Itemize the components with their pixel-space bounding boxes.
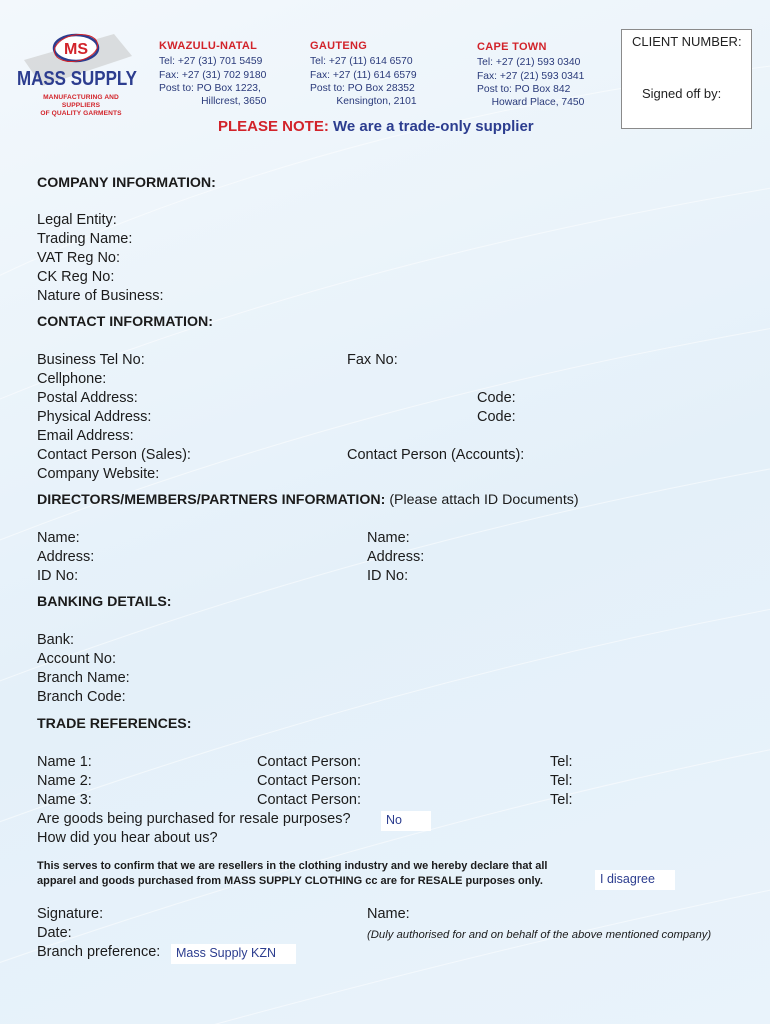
hear-about-us-label: How did you hear about us?	[37, 830, 218, 846]
branch-post: Post to: PO Box 842	[477, 83, 571, 95]
branch-fax: Fax: +27 (31) 702 9180	[159, 69, 267, 81]
branch-kzn	[159, 40, 266, 108]
resale-answer-field[interactable]: No	[381, 811, 431, 831]
contact-person-accounts-label: Contact Person (Accounts):	[347, 447, 525, 463]
cellphone-label: Cellphone:	[37, 371, 107, 387]
business-tel-label: Business Tel No:	[37, 352, 145, 368]
email-address-label: Email Address:	[37, 428, 134, 444]
signed-off-label: Signed off by:	[642, 86, 722, 101]
client-number-box	[621, 29, 752, 129]
nature-of-business-label: Nature of Business:	[37, 288, 164, 304]
contact-person-sales-label: Contact Person (Sales):	[37, 447, 191, 463]
logo-tagline-line2: OF QUALITY GARMENTS	[40, 110, 122, 117]
branch-cape-town	[477, 41, 584, 109]
branch-post-town: Hillcrest, 3650	[201, 96, 267, 108]
directors-heading	[37, 492, 579, 508]
notice-label: PLEASE NOTE:	[218, 118, 329, 135]
trade-ref-2-contact-label: Contact Person:	[257, 773, 361, 789]
resale-question-label: Are goods being purchased for resale purposes?	[37, 811, 351, 827]
trade-ref-3-tel-label: Tel:	[550, 792, 573, 808]
trade-ref-2-tel-label: Tel:	[550, 773, 573, 789]
director-1-name-label: Name:	[37, 530, 80, 546]
branch-fax: Fax: +27 (11) 614 6579	[310, 69, 417, 81]
branch-gauteng	[310, 40, 417, 108]
declaration-response-field[interactable]: I disagree	[595, 870, 675, 890]
physical-address-label: Physical Address:	[37, 409, 152, 425]
trade-ref-1-name-label: Name 1:	[37, 754, 92, 770]
notice-text: We are a trade-only supplier	[333, 118, 534, 135]
signatory-name-label: Name:	[367, 906, 410, 922]
director-2-name-label: Name:	[367, 530, 410, 546]
company-info-heading: COMPANY INFORMATION:	[37, 175, 216, 191]
branch-name: GAUTENG	[310, 40, 368, 52]
client-number-label: CLIENT NUMBER:	[632, 34, 742, 49]
bank-label: Bank:	[37, 632, 75, 648]
branch-tel: Tel: +27 (31) 701 5459	[159, 56, 263, 68]
ck-reg-label: CK Reg No:	[37, 269, 115, 285]
fax-label: Fax No:	[347, 352, 398, 368]
logo-tagline-line1: MANUFACTURING AND SUPPLIERS	[43, 94, 119, 109]
branch-tel: Tel: +27 (21) 593 0340	[477, 57, 581, 69]
director-2-address-label: Address:	[367, 549, 425, 565]
trade-references-heading: TRADE REFERENCES:	[37, 716, 192, 732]
declaration-line2: apparel and goods purchased from MASS SUPPLY CLOTHING cc are for RESALE purposes only.	[37, 875, 543, 887]
branch-name-label: Branch Name:	[37, 670, 130, 686]
branch-name: KWAZULU-NATAL	[159, 40, 258, 52]
branch-fax: Fax: +27 (21) 593 0341	[477, 70, 585, 82]
signature-label: Signature:	[37, 906, 104, 922]
branch-tel: Tel: +27 (11) 614 6570	[310, 56, 413, 68]
branch-code-label: Branch Code:	[37, 689, 126, 705]
trade-ref-3-name-label: Name 3:	[37, 792, 92, 808]
trading-name-label: Trading Name:	[37, 231, 133, 247]
branch-name: CAPE TOWN	[477, 41, 547, 53]
branch-post: Post to: PO Box 1223,	[159, 82, 261, 94]
company-website-label: Company Website:	[37, 466, 160, 482]
legal-entity-label: Legal Entity:	[37, 212, 117, 228]
director-2-id-label: ID No:	[367, 568, 409, 584]
postal-code-label: Code:	[477, 390, 516, 406]
vat-reg-label: VAT Reg No:	[37, 250, 121, 266]
branch-preference-label: Branch preference:	[37, 944, 161, 960]
director-1-address-label: Address:	[37, 549, 95, 565]
contact-info-heading: CONTACT INFORMATION:	[37, 314, 213, 330]
trade-ref-1-contact-label: Contact Person:	[257, 754, 361, 770]
branch-post-town: Howard Place, 7450	[491, 97, 585, 109]
branch-preference-field[interactable]: Mass Supply KZN	[171, 944, 296, 964]
logo-tagline	[26, 94, 136, 118]
trade-only-notice	[218, 118, 534, 135]
trade-ref-1-tel-label: Tel:	[550, 754, 573, 770]
trade-ref-3-contact-label: Contact Person:	[257, 792, 361, 808]
declaration-line1: This serves to confirm that we are resellers in the clothing industry and we hereby declare that all	[37, 860, 548, 872]
resale-declaration	[37, 859, 547, 889]
directors-heading-text: DIRECTORS/MEMBERS/PARTNERS INFORMATION:	[37, 492, 386, 508]
date-label: Date:	[37, 925, 72, 941]
authorised-note: (Duly authorised for and on behalf of the above mentioned company)	[367, 929, 712, 941]
banking-heading: BANKING DETAILS:	[37, 594, 172, 610]
physical-code-label: Code:	[477, 409, 516, 425]
directors-heading-note: (Please attach ID Documents)	[385, 492, 579, 508]
postal-address-label: Postal Address:	[37, 390, 138, 406]
logo-brand-text: MASS SUPPLY	[17, 68, 138, 90]
logo-badge-text: MS	[64, 41, 88, 58]
account-no-label: Account No:	[37, 651, 116, 667]
branch-post-town: Kensington, 2101	[336, 96, 417, 108]
director-1-id-label: ID No:	[37, 568, 79, 584]
trade-ref-2-name-label: Name 2:	[37, 773, 92, 789]
branch-post: Post to: PO Box 28352	[310, 82, 415, 94]
